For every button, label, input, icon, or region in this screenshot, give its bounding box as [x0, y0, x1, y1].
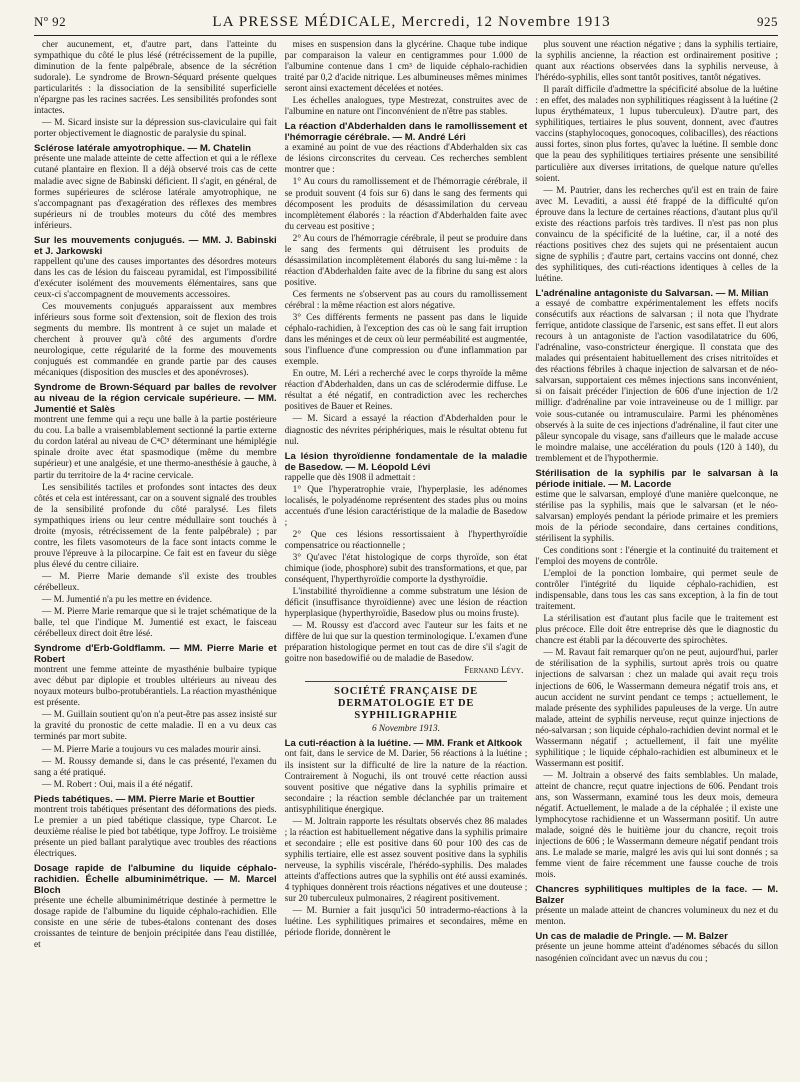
paragraph: montrent trois tabétiques présentant des déformations des pieds. Le premier a un pied tabétique classique, type Charcot. Le deuxième réalise le pied bot tabétique, type Joffroy. Le troisième présente un pied ballant paralytique avec troubles des réactions électriques.	[34, 804, 277, 859]
section-heading: Sur les mouvements conjugués. — MM. J. Babinski et J. Jarkowski	[34, 234, 277, 257]
paragraph: Ces ferments ne s'observent pas au cours du ramollissement cérébral : la même réaction est alors négative.	[284, 289, 528, 311]
issue-number: Nº 92	[34, 14, 67, 29]
column-2	[285, 40, 528, 1082]
page-header	[34, 14, 778, 31]
paragraph: — M. Jumentié n'a pu les mettre en évidence.	[42, 595, 212, 606]
paragraph: En outre, M. Léri a recherché avec le corps thyroïde la même réaction d'Abderhalden, dans un cas de sclérodermie diffuse. Le résultat a été négatif, en contradiction avec les recherches positives de Bauer et Reines.	[284, 369, 528, 413]
paragraph: estime que le salvarsan, employé d'une manière quelconque, ne stérilise pas la syphilis, mais que le salvarsan (et le néo-salvarsan) employés pendant la période primaire et les premiers mois de la période secondaire, dans certaines conditions, stérilisent la syphilis.	[535, 489, 778, 544]
paragraph: Il paraît difficile d'admettre la spécificité absolue de la luétine : en effet, des malades non syphilitiques réagissent à la luétine (2 lupus érythémateux, 1 lupus tuberculeux). D'autre part, des syphilitiques, tertiaires le plus souvent, donnent, avec d'autres vaccins (staphylocoques, gonocoques, colibacilles), des réactions aussi fortes, sinon plus fortes, qu'avec la luétine. Il semble donc que la peau des syphilitiques tertiaires présente une sensibilité particulière aux diverses irritations, de quelque nature qu'elles soient.	[535, 85, 778, 184]
paragraph: 2° Que ces lésions ressortissaient à l'hyperthyroïdie compensatrice ou réactionnelle ;	[284, 529, 528, 551]
paragraph: montrent une femme qui a reçu une balle à la partie postérieure du cou. La balle a vraisemblablement sectionné la partie externe du cordon latéral au niveau de C⁴C⁵ déterminant une hémiplégie spinale droite avec état spasmodique (même du membre supérieur) et une analgésie, et une thermo-anesthésie à gauche, à partir du territoire de la 4ᵉ racine cervicale.	[34, 415, 277, 481]
section-heading: Sclérose latérale amyotrophique. — M. Chatelin	[34, 143, 251, 155]
paragraph: 2° Au cours de l'hémorragie cérébrale, il peut se produire dans le sang des ferments qui détruisent les produits de désassimilation incomplètement élaborés du sang lui-même : la réaction d'Abderhalden faite avec de la fibrine du sang est alors positive.	[284, 233, 528, 288]
paragraph: 3° Ces différents ferments ne passent pas dans le liquide céphalo-rachidien, à l'exception des cas où le sang fait irruption dans les méninges et de ceux où leur perméabilité est augmentée, sous l'influence d'une compression ou d'une inflammation par exemple.	[284, 313, 528, 368]
paragraph: présente une échelle albuminimétrique destinée à permettre le dosage rapide de l'albumine du liquide céphalo-rachidien. Elle consiste en une série de tubes-étalons contenant des doses croissantes de teinture de benjoin précipitée dans l'eau distillée, et	[34, 895, 277, 951]
paragraph: — M. Sicard a essayé la réaction d'Abderhalden pour le diagnostic des névrites périphériques, mais le résultat obtenu fut nul.	[284, 414, 528, 447]
section-heading: La lésion thyroïdienne fondamentale de la maladie de Basedow. — M. Léopold Lévi	[284, 450, 528, 473]
paragraph: 3° Qu'avec l'état histologique de corps thyroïde, son état chimique (iode, phosphore) subit des transformations, et que, par conséquent, l'hyperthyroïdie comporte la dysthyroïdie.	[284, 552, 528, 586]
paragraph: — M. Burnier a fait jusqu'ici 50 intradermo-réactions à la luétine. Les syphilitiques primaires et secondaires, même en période floride, donnèrent le	[284, 906, 528, 939]
paragraph: — M. Pierre Marie demande s'il existe des troubles cérébelleux.	[34, 571, 277, 593]
paragraph: L'emploi de la ponction lombaire, qui permet seule de contrôler l'intégrité du liquide céphalo-rachidien, est indispensable, dans tous les cas sans exception, à la fin de tout traitement.	[535, 569, 778, 613]
section-heading: Pieds tabétiques. — MM. Pierre Marie et Bouttier	[34, 793, 255, 805]
paragraph: présente un malade atteint de chancres volumineux du nez et du menton.	[535, 906, 778, 928]
session-date: 6 Novembre 1913.	[371, 724, 441, 735]
paragraph: — M. Guillain soutient qu'on n'a peut-être pas assez insisté sur la gravité du pronostic de cette maladie. Il en a vu deux cas terminés par mort subite.	[34, 710, 277, 743]
paragraph: 1° Au cours du ramollissement et de l'hémorragie cérébrale, il se produit souvent (4 fois sur 6) dans le sang des ferments qui décomposent les produits de désassimilation du cerveau incomplètement élaborés : la réaction d'Abderhalden faite avec du cerveau est positive ;	[284, 177, 528, 232]
column-1	[34, 40, 277, 1082]
paragraph: — M. Roussy est d'accord avec l'auteur sur les faits et ne diffère de lui que sur la question terminologique. L'examen d'une préparation histologique permet en tout cas de dire s'il s'agit de goitre non basedowifié ou de maladie de Basedow.	[284, 621, 528, 665]
section-heading: Syndrome de Brown-Séquard par balles de revolver au niveau de la région cervicale supérieure. — MM. Jumentié et Salès	[34, 382, 277, 416]
paragraph: — M. Joltrain a observé des faits semblables. Un malade, atteint de chancre, reçut quatre injections de 606. Pendant trois ans, son Wassermann, examiné tous les deux mois, demeura négatif. Actuellement, le malade a de la céphalée ; il existe une lymphocytose rachidienne et un Wassermann positif. Un autre malade, soigné dès le huitième jour du chancre, reçoit trois injections de 606 ; le Wassermann demeure négatif pendant trois ans. Le malade se marie, malgré les avis qui lui sont donnés ; sa femme vient de faire récemment une fausse couche de trois mois.	[535, 770, 778, 881]
paragraph: présente un jeune homme atteint d'adénomes sébacés du sillon nasogénien coïncidant avec un nævus du cou ;	[535, 942, 778, 964]
paragraph: présente une malade atteinte de cette affection et qui a le réflexe cutané plantaire en flexion. Il a déjà observé trois cas de cette maladie avec signe de Babinski déficient. Il s'agit, en général, de formes supérieures de sclérose latérale amyotrophique, ne s'accompagnant pas d'exagération des réflexes des membres supérieurs ni de troubles moteurs du côté des membres inférieurs.	[34, 154, 277, 231]
paragraph: — M. Pautrier, dans les recherches qu'il est en train de faire avec M. Levaditi, a aussi été frappé de la difficulté qu'on éprouve dans la lecture de certaines réactions, d'autant plus qu'il existe des réactions parfois très tardives. Il n'est pas non plus convaincu de la spécificité de la luétine, car, il a noté des réactions positives chez des sujets qui ne présentaient aucun signe de syphilis ; d'autre part, certains vaccins ont donné, chez des syphilitiques, des cuti-réactions identiques à celles de la luétine.	[535, 185, 778, 284]
society-title: SOCIÉTÉ FRANÇAISE DE DERMATOLOGIE ET DE SYPHILIGRAPHIE	[334, 686, 478, 722]
paragraph: rappelle que dès 1908 il admettait :	[284, 472, 416, 483]
paragraph: — M. Pierre Marie remarque que si le trajet schématique de la balle, tel que l'indique M. Jumentié est exact, le faisceau cérébelleux direct doit être lésé.	[34, 607, 277, 640]
paragraph: — M. Joltrain rapporte les résultats observés chez 86 malades ; la réaction est habituellement négative dans la syphilis primaire et secondaire ; elle est positive dans 60 pour 100 des cas de syphilis tertiaire, elle est assez souvent positive dans la syphilis nerveuse, la syphilis viscérale, l'hérédo-syphilis. Des malades atteints d'affections autres que la syphilis ont été aussi examinés. 4 typhiques donnèrent trois réactions négatives et une douteuse ; sur 20 tuberculeux pulmonaires, 2 réagirent positivement.	[284, 816, 528, 905]
paragraph: Les échelles analogues, type Mestrezat, construites avec de l'albumine en nature ont l'inconvénient de n'être pas stables.	[284, 96, 528, 118]
paragraph: Ces mouvements conjugués apparaissent aux membres inférieurs sous forme soit d'extension, soit de flexion des trois segments du membre. Ils montrent à ce sujet un malade et cherchent à prouver qu'à côté des arguments d'ordre neurologique, cette régularité de la forme des mouvements conjugués est commandée en grande partie par des causes mécaniques (disposition des muscles et des aponévroses).	[34, 301, 277, 379]
paragraph: cher aucunement, et, d'autre part, dans l'atteinte du sympathique du côté le plus lésé (rétrécissement de la pupille, diminution de la fente palpébrale, absence de la sécrétion sudorale). Le syndrome de Brown-Séquard présente quelques particularités : la dissociation de la sensibilité superficielle n'épargne pas les racines sacrées. Les sensibilités profondes sont intactes.	[34, 40, 277, 117]
paragraph: Ces conditions sont : l'énergie et la continuité du traitement et l'emploi des moyens de contrôle.	[535, 545, 778, 568]
paragraph: — M. Roussy demande si, dans le cas présenté, l'examen du sang a été pratiqué.	[34, 756, 277, 778]
author-signature: Fernand Lévy.	[464, 666, 524, 677]
section-heading: Chancres syphilitiques multiples de la face. — M. Balzer	[535, 884, 778, 907]
paragraph: mises en suspension dans la glycérine. Chaque tube indique par comparaison la valeur en centigrammes pour 1.000 de l'albumine contenue dans 1 cm³ de liquide céphalo-rachidien traité par 0,2 d'acide nitrique. Les albumineuses mêmes minimes seront ainsi exactement décelées et notées.	[284, 40, 528, 95]
page-number: 925	[756, 14, 778, 29]
section-heading: La réaction d'Abderhalden dans le ramollissement et l'hémorragie cérébrale. — M. André Léri	[284, 121, 528, 144]
paragraph: — M. Sicard insiste sur la dépression sus-claviculaire qui fait porter objectivement le diagnostic de paralysie du spinal.	[34, 118, 277, 140]
paragraph: ont fait, dans le service de M. Darier, 56 réactions à la luétine ; ils insistent sur la difficulté de lire la nature de la réaction. Contrairement à Noguchi, ils ont trouvé cette réaction aussi souvent positive que négative dans la syphilis primaire et secondaire ; la réaction semble déclanchée par un traitement antisyphilitique énergique.	[284, 749, 528, 815]
paragraph: a examiné au point de vue des réactions d'Abderhalden six cas de lésions circonscrites du cerveau. Ces recherches semblent montrer que :	[284, 143, 528, 176]
paragraph: L'instabilité thyroïdienne a comme substratum une lésion de déficit (insuffisance thyroïdienne) avec une lésion de réaction hyperplasique (hyperthyroïdie, Basedow plus ou moins fruste).	[284, 587, 528, 620]
paragraph: Les sensibilités tactiles et profondes sont intactes des deux côtés et cela est intéressant, car on a souvent signalé des troubles de la sensibilité profonde du côté paralysé. Les filets sympathiques iriens ou leur centre médullaire sont touchés à droite (myosis, rétrécissement de la fente palpébrale) ; par contre, les filets vasomoteurs de la face sont intacts comme le prouve l'épreuve à la pilocarpine. Ce fait est en faveur du siège plus élevé du centre ciliaire.	[34, 482, 277, 570]
journal-title: LA PRESSE MÉDICALE, Mercredi, 12 Novembre 1913	[212, 14, 611, 30]
section-heading: Un cas de maladie de Pringle. — M. Balzer	[535, 931, 728, 943]
section-heading: La cuti-réaction à la luétine. — MM. Frank et Altkook	[284, 738, 523, 750]
column-3	[535, 40, 778, 1082]
paragraph: — M. Ravaut fait remarquer qu'on ne peut, aujourd'hui, parler de stérilisation de la syphilis, surtout après trois ou quatre injections de salvarsan : chez un malade qui avait reçu trois injections de 606, le Wassermann demeura négatif trois ans, et aucun accident ne survint pendant ce temps ; actuellement, le malade présente des syphilides papuleuses de la verge. Un autre malade, atteint de syphilis nerveuse, reçut quinze injections de néo-salvarsan ; son liquide céphalo-rachidien devint normal et le Wassermann négatif ; actuellement, il fait une myélite syphilitique ; le liquide céphalo-rachidien est albumineux et le Wassermann est positif.	[535, 648, 778, 769]
section-heading: Stérilisation de la syphilis par le salvarsan à la période initiale. — M. Lacorde	[535, 467, 778, 490]
paragraph: a essayé de combattre expérimentalement les effets nocifs consécutifs aux réactions de salvarsan ; il nota que l'hydrate ferrique, antidote classique de l'arsenic, est sans effet. Il eut alors recours à un antagoniste de l'action vasodilatatrice du 606, l'adrénaline, vaso-constricteur énergique. Il constata que des malades qui présentaient habituellement des crises nitritoïdes et des réactions fébriles à chaque injection de salvarsan et de néo-salvarsan, supportaient ces mêmes injections sans inconvénient, si on faisait précéder l'injection de 606 d'une injection de 1/2 milligr. d'adrénaline par voie intraveineuse ou de 1 milligr. par voie sous-cutanée ou intramusculaire. Parmi les phénomènes observés à la suite de ces injections d'adrénaline, il faut citer une pâleur syncopale du visage, sans d'ailleurs que le malade accuse le moindre malaise, une accélération du pouls (120 à 140), du tremblement et de l'hypothermie.	[535, 299, 778, 464]
header-rule	[34, 35, 778, 36]
section-divider	[305, 681, 508, 682]
section-heading: L'adrénaline antagoniste du Salvarsan. — M. Milian	[535, 288, 769, 300]
paragraph: 1° Que l'hyperatrophie vraie, l'hyperplasie, les adénomes localisés, le polyadénome représentent des stades plus ou moins accentués d'une lésion caractéristique de la maladie de Basedow ;	[284, 484, 528, 528]
paragraph: — M. Pierre Marie a toujours vu ces malades mourir ainsi.	[42, 744, 261, 755]
paragraph: La stérilisation est d'autant plus facile que le traitement est plus précoce. Elle doit être entreprise dès que le diagnostic du chancre est établi par la découverte des spirochètes.	[535, 614, 778, 647]
section-heading: Syndrome d'Erb-Goldflamm. — MM. Pierre Marie et Robert	[34, 643, 277, 666]
columns	[34, 40, 778, 1082]
paragraph: — M. Robert : Oui, mais il a été négatif.	[42, 779, 193, 790]
paragraph: montrent une femme atteinte de myasthénie bulbaire typique avec début par diplopie et troubles ultérieurs au niveau des noyaux moteurs bulbo-protubérantiels. La réaction myasthénique est présente.	[34, 665, 277, 709]
paragraph: rappellent qu'une des causes importantes des désordres moteurs dans les cas de lésion du faisceau pyramidal, est l'impossibilité d'exécuter isolément des mouvements élémentaires, sans que ceux-ci s'accompagnent de mouvements accessoires.	[34, 256, 277, 300]
section-heading: Dosage rapide de l'albumine du liquide céphalo-rachidien. Échelle albuminimétrique. — M. Marcel Bloch	[34, 862, 277, 896]
paragraph: plus souvent une réaction négative ; dans la syphilis tertiaire, la syphilis ancienne, la réaction est ordinairement positive ; quant aux réactions observées dans la syphilis nerveuse, à l'hérédo-syphilis, elles sont tantôt positives, tantôt négatives.	[535, 40, 778, 84]
